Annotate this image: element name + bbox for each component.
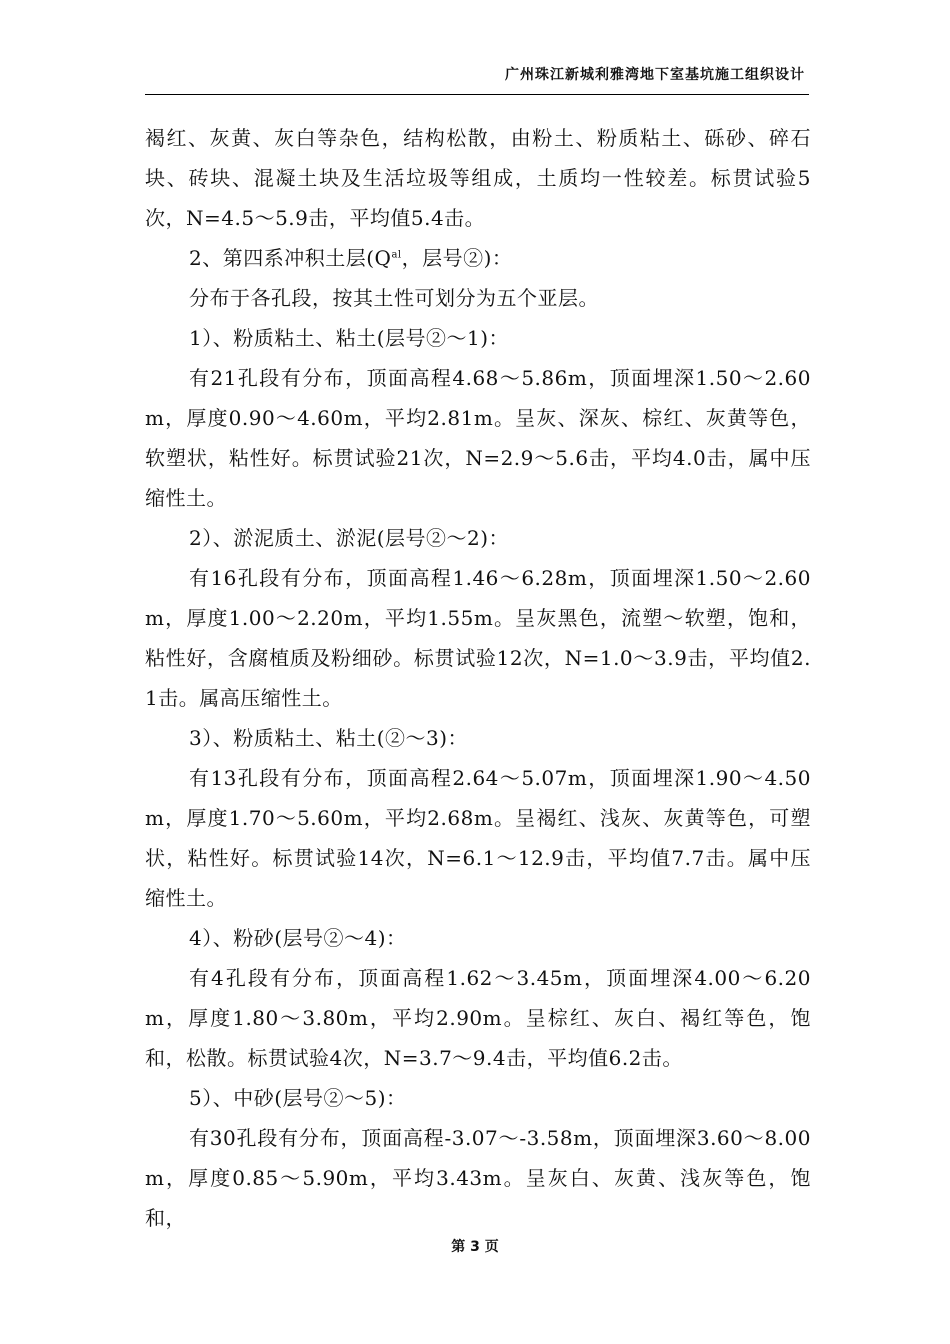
section-heading-alluvial <box>145 238 811 278</box>
paragraph-layer-1: 有21孔段有分布，顶面高程4.68～5.86m，顶面埋深1.50～2.60m，厚度0.90～4.60m，平均2.81m。呈灰、深灰、棕红、灰黄等色，软塑状，粘性好。标贯试验21次，N=2.9～5.6击，平均4.0击，属中压缩性土。 <box>145 366 811 510</box>
document-body <box>145 118 811 1238</box>
subheading-layer-1: 1）、粉质粘土、粘土(层号②～1)： <box>189 326 510 350</box>
paragraph-fill-description: 褐红、灰黄、灰白等杂色，结构松散，由粉土、粉质粘土、砾砂、碎石块、砖块、混凝土块及生活垃圾等组成，土质均一性较差。标贯试验5次，N=4.5～5.9击，平均值5.4击。 <box>145 126 811 230</box>
paragraph-layer-3: 有13孔段有分布，顶面高程2.64～5.07m，顶面埋深1.90～4.50m，厚度1.70～5.60m，平均2.68m。呈褐红、浅灰、灰黄等色，可塑状，粘性好。标贯试验14次，N=6.1～12.9击，平均值7.7击。属中压缩性土。 <box>145 766 811 910</box>
heading-text-tail: ，层号②)： <box>401 246 513 270</box>
geologic-superscript: al <box>391 249 402 261</box>
paragraph-layer-2: 有16孔段有分布，顶面高程1.46～6.28m，顶面埋深1.50～2.60m，厚度1.00～2.20m，平均1.55m。呈灰黑色，流塑～软塑，饱和，粘性好，含腐植质及粉细砂。标贯试验12次，N=1.0～3.9击，平均值2.1击。属高压缩性土。 <box>145 566 811 710</box>
subheading-layer-3: 3）、粉质粘土、粘土(②～3)： <box>189 726 469 750</box>
page-number: 第 3 页 <box>451 1239 499 1255</box>
running-header: 广州珠江新城利雅湾地下室基坑施工组织设计 <box>505 67 805 83</box>
subheading-layer-5: 5）、中砂(层号②～5)： <box>189 1086 407 1110</box>
paragraph-layer-4: 有4孔段有分布，顶面高程1.62～3.45m，顶面埋深4.00～6.20m，厚度1.80～3.80m，平均2.90m。呈棕红、灰白、褐红等色，饱和，松散。标贯试验4次，N=3.7～9.4击，平均值6.2击。 <box>145 966 811 1070</box>
header-divider <box>145 94 809 95</box>
subheading-layer-2: 2）、淤泥质土、淤泥(层号②～2)： <box>189 526 510 550</box>
heading-text: 2、第四系冲积土层(Q <box>189 246 392 270</box>
paragraph-distribution: 分布于各孔段，按其土性可划分为五个亚层。 <box>189 286 599 310</box>
subheading-layer-4: 4）、粉砂(层号②～4)： <box>189 926 407 950</box>
paragraph-layer-5: 有30孔段有分布，顶面高程-3.07～-3.58m，顶面埋深3.60～8.00m，厚度0.85～5.90m，平均3.43m。呈灰白、灰黄、浅灰等色，饱和， <box>145 1126 811 1230</box>
